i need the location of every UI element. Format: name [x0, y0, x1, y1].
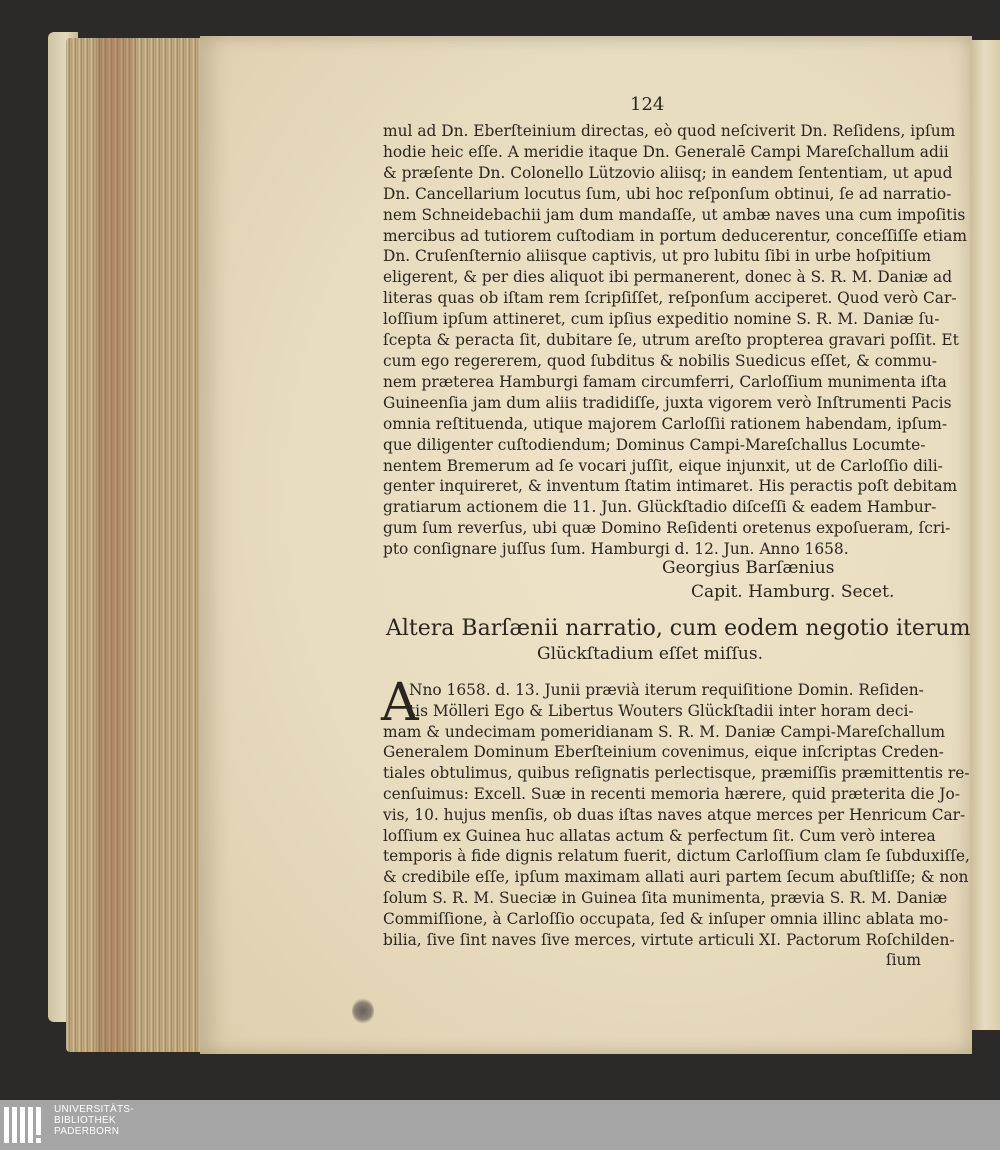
text-line: gratiarum actionem die 11. Jun. Glückſtadio diſceſſi & eadem Hambur-: [383, 498, 937, 517]
text-line: tis Mölleri Ego & Libertus Wouters Glückſtadii inter horam deci-: [409, 701, 914, 720]
text-line: nem Schneidebachii jam dum mandaſſe, ut ambæ naves una cum impoſitis: [383, 205, 966, 224]
text-line: literas quas ob iſtam rem ſcripſiſſet, reſponſum acciperet. Quod verò Car-: [383, 289, 957, 308]
text-line: ſolum S. R. M. Sueciæ in Guinea ſita munimenta, prævia S. R. M. Daniæ: [383, 888, 948, 907]
text-line: bilia, ſive ſint naves ſive merces, virtute articuli XI. Pactorum Roſchilden-: [383, 930, 955, 949]
paragraph-1: [383, 121, 967, 560]
text-line: eligerent, & per dies aliquot ibi permanerent, donec à S. R. M. Daniæ ad: [383, 268, 953, 287]
library-logo-icon: [2, 1103, 46, 1147]
logo-line: UNIVERSITÄTS-: [54, 1104, 135, 1115]
page-edges-stain: [96, 38, 136, 1052]
catchword: ſium: [885, 951, 921, 970]
text-line: nentem Bremerum ad ſe vocari juſſit, eique injunxit, ut de Carloſſio dili-: [383, 456, 943, 475]
section-heading-line-2: Glückſtadium eſſet miſſus.: [537, 644, 763, 664]
text-line: & credibile eſſe, ipſum maximam allati auri partem ſecum abuſtliſſe; & non: [383, 868, 969, 887]
text-line: Nno 1658. d. 13. Junii prævià iterum requiſitione Domin. Reſiden-: [409, 681, 924, 699]
text-line: omnia reſtituenda, utique majorem Carloſſii rationem habendam, ipſum-: [383, 414, 948, 433]
text-line: cum ego regererem, quod ſubditus & nobilis Suedicus eſſet, & commu-: [383, 351, 937, 370]
text-line: Dn. Cancellarium locutus ſum, ubi hoc reſponſum obtinui, ſe ad narratio-: [383, 184, 952, 203]
text-line: Dn. Cruſenſternio aliisque captivis, ut pro lubitu ſibi in urbe hoſpitium: [383, 247, 932, 266]
text-line: mercibus ad tutiorem cuſtodiam in portum deducerentur, conceſſiſſe etiam: [383, 226, 967, 245]
text-line: cenſuimus: Excell. Suæ in recenti memoria hærere, quid præterita die Jo-: [383, 784, 960, 803]
text-line: loſſium ipſum attineret, cum ipſius expeditio nomine S. R. M. Daniæ ſu-: [383, 310, 940, 329]
library-footer-bar: [0, 1100, 1000, 1150]
page-number: 124: [630, 94, 665, 115]
text-line: vis, 10. hujus menſis, ob duas iſtas naves atque merces per Henricum Car-: [383, 805, 966, 824]
text-line: nem præterea Hamburgi famam circumferri, Carloſſium munimenta iſta: [383, 372, 947, 391]
text-line: Commiſſione, à Carloſſio occupata, ſed & inſuper omnia illinc ablata mo-: [383, 909, 949, 928]
paragraph-2: [383, 680, 970, 971]
text-line: que diligenter cuſtodiendum; Dominus Campi-Mareſchallus Locumte-: [383, 435, 926, 454]
text-line: genter inquireret, & inventum ſtatim intimaret. His peractis poſt debitam: [383, 477, 958, 496]
facing-page-edge: [970, 40, 1000, 1030]
text-line: mam & undecimam pomeridianam S. R. M. Daniæ Campi-Mareſchallum: [383, 722, 946, 741]
section-heading: Altera Barſænii narratio, cum eodem negotio iterum: [386, 616, 971, 641]
library-logo-text: [54, 1104, 134, 1137]
text-line: & præſente Dn. Colonello Lützovio aliisq; in eandem ſententiam, ut apud: [383, 163, 953, 182]
signature-title: Capit. Hamburg. Secet.: [691, 582, 895, 602]
paper-stain: [352, 998, 374, 1024]
logo-line: PADERBORN: [54, 1126, 120, 1137]
text-line: gum ſum reverſus, ubi quæ Domino Reſidenti oretenus expoſueram, ſcri-: [383, 519, 951, 538]
text-line: hodie heic eſſe. A meridie itaque Dn. Generalē Campi Mareſchallum adii: [383, 142, 949, 161]
signature-name: Georgius Barſænius: [662, 558, 835, 578]
text-line: pto conſignare juſſus ſum. Hamburgi d. 12. Jun. Anno 1658.: [383, 540, 849, 559]
text-line: mul ad Dn. Eberſteinium directas, eò quod neſciverit Dn. Reſidens, ipſum: [383, 122, 956, 140]
text-line: Guineenſia jam dum aliis tradidiſſe, juxta vigorem verò Inſtrumenti Pacis: [383, 393, 952, 412]
text-line: Generalem Dominum Eberſteinium covenimus, eique inſcriptas Creden-: [383, 743, 944, 762]
text-line: tiales obtulimus, quibus reſignatis perlectisque, præmiſſis præmittentis re-: [383, 764, 970, 783]
drop-cap: A: [381, 673, 419, 733]
text-line: loſſium ex Guinea huc allatas actum & perfectum ſit. Cum verò interea: [383, 826, 936, 845]
text-line: ſcepta & peracta ſit, dubitare ſe, utrum areſto propterea gravari poſſit. Et: [383, 331, 959, 350]
logo-line: BIBLIOTHEK: [54, 1115, 116, 1126]
text-line: temporis à fide dignis relatum fuerit, dictum Carloſſium clam ſe ſubduxiſſe,: [383, 847, 970, 866]
